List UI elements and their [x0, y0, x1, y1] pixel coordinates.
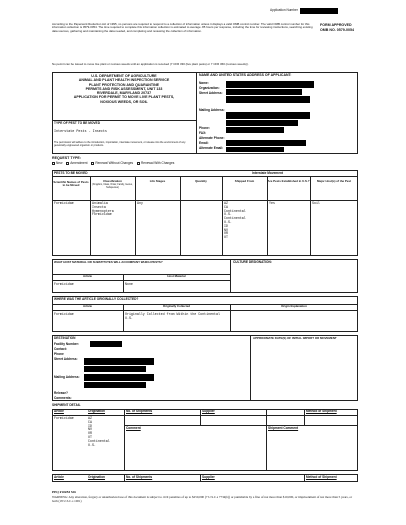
collected-header-bottom — [52, 310, 358, 311]
destination-mailing-label: Mailing Address: — [54, 375, 80, 379]
form-number: PPQ FORM 526 — [52, 490, 76, 494]
applicant-email-label: Email: — [199, 141, 209, 145]
origination-item: NV — [88, 427, 92, 432]
host-col-material: Host Material — [167, 274, 186, 278]
shipment-comment2-label: Shipment Comment — [268, 426, 299, 430]
footer-warning: WARNING: Any alteration, forgery or unauthorized use of this document is subject to civil penalties of up to $250,000 (7 U.S.C.s 7734(b)) or punishable by a fine of not more than $10,000, or imprisonment of not more than 5 years, or both (18 U.S.C.s 1001) — [52, 495, 353, 503]
shipment2-method-label: Method of Shipment — [306, 475, 337, 479]
col-classification-sub: (Kingdom, Class, Order, Family, Genus, Subspecies) — [92, 184, 133, 189]
applicant-fax-label: FAX: — [199, 131, 207, 135]
destination-street-label: Street Address: — [54, 357, 78, 361]
shipped-from-item: Continental — [224, 216, 246, 221]
origination-item: U.S. — [88, 442, 96, 447]
origination-item: OR — [88, 431, 92, 436]
classification-kingdom: Animalia — [92, 201, 108, 205]
origination-item: UT — [88, 434, 92, 439]
col-shipped-from: Shipped From — [234, 179, 255, 183]
pest-life-stages: Any — [137, 201, 143, 205]
shipped-from-item: UT — [224, 235, 228, 240]
shipment-col-divider — [304, 409, 305, 425]
form-approved: FORM APPROVED — [320, 23, 352, 27]
shipment-col-divider — [124, 409, 125, 471]
agency-line-7: NOXIOUS WEEDS, OR SOIL — [100, 99, 148, 104]
dest-mailing-redaction — [84, 374, 154, 381]
shipment-comment-divider — [124, 425, 358, 426]
pest-host: Soil — [312, 201, 320, 205]
shipped-from-item: OR — [224, 231, 228, 236]
agency-block — [52, 74, 196, 104]
shipment-num-label: No. of Shipments — [126, 409, 153, 413]
applicant-name-label: Name: — [199, 81, 209, 85]
destination-phone-label: Phone — [54, 352, 64, 356]
collected-row-originally: Originally Collected from Within the Continental U.S. — [125, 312, 220, 320]
shipment-row-article: Formicidae — [54, 416, 74, 420]
applicant-phone-label: Phone: — [199, 126, 210, 130]
shipment-col-divider — [200, 409, 201, 425]
request-option-amendment[interactable] — [66, 161, 87, 165]
shipped-from-item: U.S. — [224, 219, 232, 224]
contact-label: Contact: — [54, 347, 67, 351]
pests-col-divider — [222, 176, 223, 256]
pest-shipped-from — [224, 202, 246, 240]
origination-item: ID — [88, 423, 92, 428]
pest-classification — [92, 202, 114, 217]
applicant-street-label: Street Address: — [199, 91, 223, 95]
dest-street-redaction-2 — [84, 366, 146, 372]
shipment-method-label: Method of Shipment — [306, 409, 337, 413]
shipped-from-item: Continental — [224, 208, 246, 213]
shipment2-origination-label: Origination — [88, 475, 105, 479]
shipment2-col-divider — [304, 474, 305, 482]
shipment-comment-label: Comment — [126, 426, 141, 430]
header-divider — [196, 72, 197, 154]
agency-line-2: ANIMAL AND PLANT HEALTH INSPECTION SERVICE — [78, 78, 170, 83]
pests-col-divider — [135, 176, 136, 256]
col-classification: Classification — [103, 179, 122, 183]
request-option-renewal-with[interactable] — [137, 161, 174, 165]
agency-line-1: U.S. DEPARTMENT OF AGRICULTURE — [91, 74, 157, 78]
classification-family: Formicidae — [92, 212, 112, 217]
agency-line-5: RIVERDALE, MARYLAND 20737 — [96, 91, 152, 96]
phone-redaction — [226, 127, 284, 133]
host-material-header: WHAT HOST MATERIAL OR SUBSTITUTES WILL ACCOMPANY WHICH PESTS? — [54, 260, 163, 264]
checkbox-checked-icon: ✓ — [53, 162, 56, 166]
host-table-header-bottom — [52, 280, 230, 281]
pest-type-header: TYPE OF PEST TO BE MOVED — [54, 121, 100, 125]
collected-col-explanation: Origin Explanation — [281, 304, 307, 308]
dest-street-redaction — [84, 358, 154, 365]
shipment-header: SHIPMENT DETAIL — [52, 403, 81, 407]
shipped-from-item: CA — [224, 204, 228, 209]
omb-number: OMB NO. 0579-0054 — [320, 28, 354, 32]
shipped-from-item: U.S. — [224, 212, 232, 217]
approx-date-label: APPROXIMATE DATE(S) OF INITIAL IMPORT OR MOVEMENT — [253, 336, 337, 340]
shipment2-article-label: Article — [54, 475, 64, 479]
checkbox-icon — [91, 162, 94, 165]
org-redaction — [226, 89, 302, 95]
street-redaction — [226, 96, 310, 103]
col-scientific-names: Scientific Names of Pests to be Moved — [53, 180, 89, 188]
email-redaction — [226, 140, 306, 146]
facility-number-label: Facility Number: — [54, 342, 79, 346]
facility-redaction — [90, 341, 122, 347]
shipment-supplier-label: Supplier — [202, 409, 215, 413]
origination-item: CA — [88, 419, 92, 424]
pests-col-divider — [180, 176, 181, 256]
col-life-stages: Life Stages — [149, 179, 166, 183]
burden-statement: According to the Paperwork Reduction Act of 1995, no persons are required to respond to a collection of information unless it displays a valid OMB control number. The valid OMB control number for this information collection is 0579-0054. The time required to complete this information collection is estimated to average .85 hours per response, including the time for reviewing instructions, searching existing data sources, gathering and maintaining the data needed, and completing and reviewing the collection of information. — [52, 22, 313, 33]
shipment-origination-list — [88, 417, 110, 447]
checkbox-icon — [66, 162, 69, 165]
agency-line-6: APPLICATION FOR PERMIT TO MOVE LIVE PLANT PESTS, — [73, 95, 175, 100]
collected-header: WHERE WAS THE ARTICLE ORIGINALLY COLLECTED? — [54, 297, 139, 301]
applicant-mailing-label: Mailing Address: — [199, 108, 225, 112]
permit-note: No permit can be issued to move live plant or noxious weeds until an application is received (7 CFR 330 (live plant pests) or 7 CFR 360 (noxious weeds)). — [52, 62, 249, 66]
applicant-alt-phone-label: Alternate Phone: — [199, 136, 225, 140]
destination-header: DESTINATION — [54, 336, 76, 340]
shipment2-supplier-label: Supplier — [202, 475, 215, 479]
shipment-article-label: Article — [54, 409, 64, 413]
applicant-org-label: Organization: — [199, 86, 220, 90]
pests-header: PESTS TO BE MOVED — [54, 171, 88, 175]
release-label: Release? — [54, 391, 68, 395]
name-redaction — [226, 81, 314, 88]
shipment2-col-divider — [200, 474, 201, 482]
origination-item: Continental — [88, 438, 110, 443]
destination-divider — [250, 335, 251, 401]
alt-email-redaction — [226, 147, 284, 152]
request-type-label: REQUEST TYPE: — [52, 156, 81, 160]
pest-established: Yes — [269, 201, 275, 205]
shipment2-num-label: No. of Shipments — [126, 475, 153, 479]
pest-type-note: The permission will adhere to the introduction, importation, interstate movement, or release into the environment of any genetically engineered organism or products. — [54, 141, 186, 147]
pests-col-divider — [267, 176, 268, 256]
applicant-header: NAME AND UNITED STATES ADDRESS OF APPLICANT: — [199, 73, 292, 77]
shipment-col-divider — [266, 409, 267, 471]
pests-col-divider — [310, 176, 311, 256]
application-number-redaction — [300, 8, 338, 14]
agency-line-3: PLANT PROTECTION AND QUARANTINE — [88, 82, 160, 87]
col-established: Are Pests Established in U.S.? — [267, 179, 310, 183]
agency-line-4: PERMITS AND RISK ASSESSMENT, UNIT 133 — [85, 86, 163, 91]
culture-designation-label: CULTURE DESIGNATION: — [233, 260, 272, 264]
shipped-from-item: NV — [224, 227, 228, 232]
collected-col-originally: Originally Collected — [162, 304, 191, 308]
mailing-redaction — [226, 112, 310, 119]
shipment2-col-divider — [124, 474, 125, 482]
request-option-amendment-label: Amendment — [70, 161, 88, 166]
comments-label: Comments: — [54, 396, 72, 400]
request-option-renewal-without[interactable] — [91, 161, 133, 165]
request-option-new-label: New — [56, 161, 63, 166]
pests-header-divider — [52, 176, 358, 177]
classification-order: Hymenoptera — [92, 208, 114, 213]
col-major-host: Major Host(s) of the Pest — [316, 179, 352, 183]
shipped-from-item: AZ — [224, 201, 228, 205]
dest-mailing-redaction-2 — [84, 382, 146, 388]
origination-item: AZ — [88, 416, 92, 420]
request-option-renewal-with-label: Renewal With Changes — [141, 161, 175, 166]
request-option-new[interactable] — [52, 161, 62, 165]
pest-scientific-name: Formicidae — [54, 201, 74, 205]
shipment-origination-label: Origination — [88, 409, 105, 413]
collected-col-article: Article — [83, 304, 92, 308]
classification-class: Insecta — [92, 204, 106, 209]
shipped-from-item: ID — [224, 223, 228, 228]
application-number-label: Application Number — [270, 8, 298, 12]
request-option-renewal-without-label: Renewal Without Changes — [95, 161, 134, 166]
collected-row-article: Formicidae — [54, 312, 74, 316]
checkbox-icon — [137, 162, 140, 165]
applicant-alt-email-label: Alternate Email: — [199, 146, 224, 150]
col-quantity: Quantity — [195, 179, 207, 183]
host-row-material: None — [125, 282, 133, 286]
shipment-header-divider — [52, 415, 358, 416]
mailing-redaction-2 — [226, 120, 298, 126]
host-row-article: Formicidae — [54, 282, 74, 286]
host-culture-divider — [230, 259, 231, 293]
pests-movement-type: Interstate Movement — [252, 171, 283, 175]
request-type-options — [52, 162, 174, 166]
pest-type-value: Interstate Pests - Insects — [54, 130, 107, 134]
host-col-article: Article — [83, 274, 92, 278]
